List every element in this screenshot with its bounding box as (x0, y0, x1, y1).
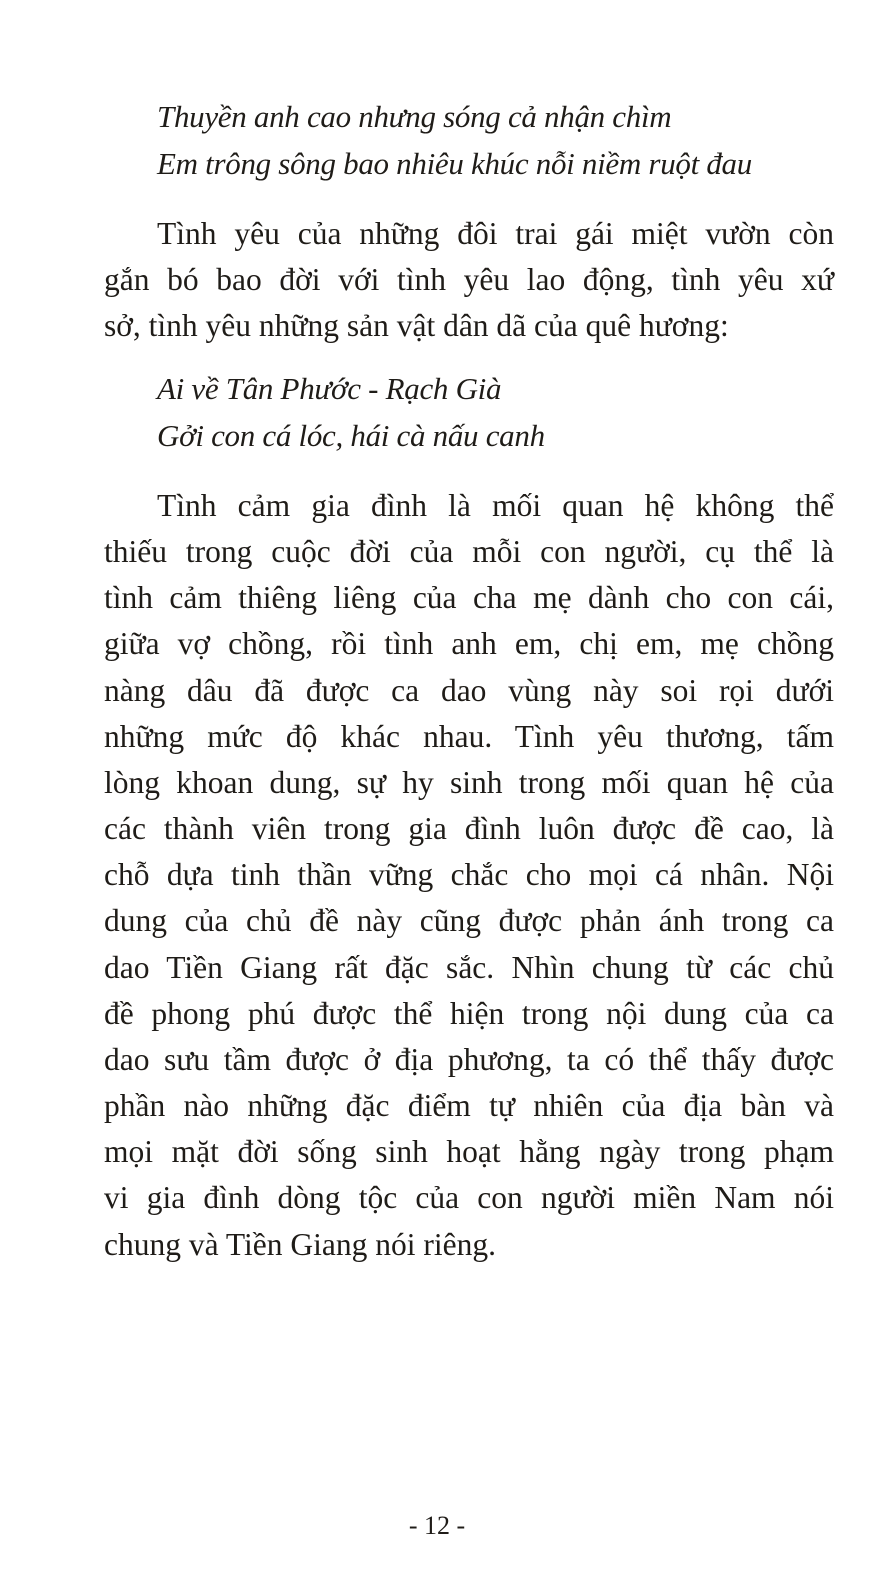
paragraph-line: chung và Tiền Giang nói riêng. (104, 1227, 496, 1262)
paragraph-line: vi gia đình dòng tộc của con người miền Nam nói (104, 1180, 834, 1215)
paragraph-line: phần nào những đặc điểm tự nhiên của địa bàn và (104, 1088, 834, 1123)
paragraph-line: các thành viên trong gia đình luôn được đề cao, là (104, 811, 834, 846)
paragraph-line: chỗ dựa tinh thần vững chắc cho mọi cá nhân. Nội (104, 857, 834, 892)
verse-line: Thuyền anh cao nhưng sóng cả nhận chìm (157, 99, 672, 134)
paragraph-line: dao Tiền Giang rất đặc sắc. Nhìn chung từ các chủ (104, 950, 834, 985)
paragraph-line: gắn bó bao đời với tình yêu lao động, tình yêu xứ (104, 262, 834, 297)
paragraph-line: dung của chủ đề này cũng được phản ánh trong ca (104, 903, 834, 938)
verse-line: Em trông sông bao nhiêu khúc nỗi niềm ruột đau (157, 146, 752, 181)
paragraph-line: tình cảm thiêng liêng của cha mẹ dành cho con cái, (104, 580, 834, 615)
page-number: - 12 - (408, 1511, 466, 1540)
paragraph-line: đề phong phú được thể hiện trong nội dung của ca (104, 996, 834, 1031)
verse-line: Ai về Tân Phước - Rạch Già (157, 371, 502, 406)
paragraph-line: thiếu trong cuộc đời của mỗi con người, cụ thể là (104, 534, 834, 569)
paragraph-line: giữa vợ chồng, rồi tình anh em, chị em, mẹ chồng (104, 626, 834, 661)
paragraph-line: sở, tình yêu những sản vật dân dã của quê hương: (104, 308, 729, 343)
paragraph-line: lòng khoan dung, sự hy sinh trong mối quan hệ của (104, 765, 834, 800)
paragraph-line: Tình cảm gia đình là mối quan hệ không thể (157, 488, 834, 523)
paragraph-line: nàng dâu đã được ca dao vùng này soi rọi dưới (104, 673, 834, 708)
paragraph-line: Tình yêu của những đôi trai gái miệt vườn còn (157, 216, 834, 251)
verse-line: Gởi con cá lóc, hái cà nấu canh (157, 418, 545, 453)
paragraph-line: những mức độ khác nhau. Tình yêu thương, tấm (104, 719, 834, 754)
paragraph-line: mọi mặt đời sống sinh hoạt hằng ngày trong phạm (104, 1134, 834, 1169)
paragraph-line: dao sưu tầm được ở địa phương, ta có thể thấy được (104, 1042, 834, 1077)
